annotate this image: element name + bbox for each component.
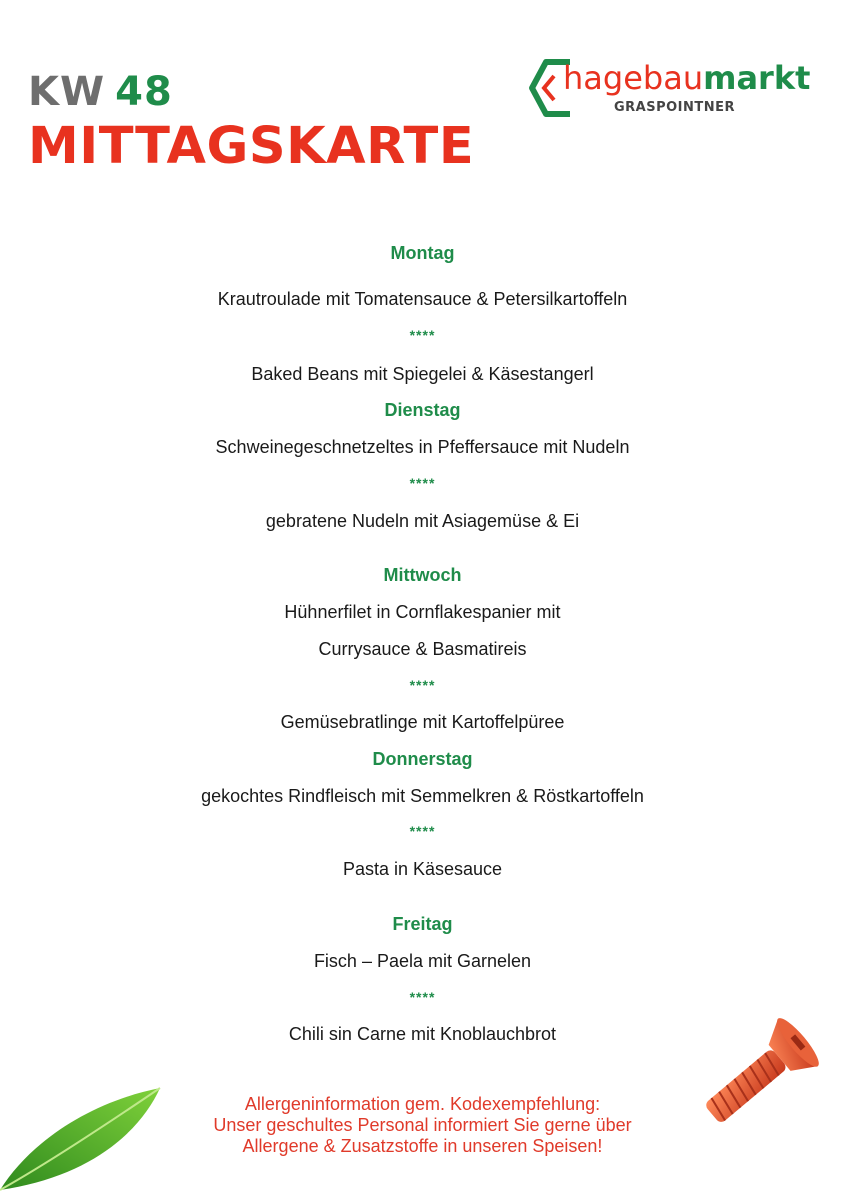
dish-mittwoch-1-line2: Currysauce & Basmatireis	[318, 639, 527, 659]
separator: ****	[409, 327, 436, 343]
logo-brand-part1: hagebau	[563, 59, 704, 97]
week-label: KW	[28, 69, 106, 115]
logo-brand	[563, 58, 810, 98]
separator: ****	[409, 475, 436, 491]
day-heading-montag: Montag	[390, 243, 455, 263]
dish-donnerstag-2: Pasta in Käsesauce	[342, 859, 503, 879]
dish-montag-2: Baked Beans mit Spiegelei & Käsestangerl	[251, 364, 594, 384]
allergen-line-1: Allergeninformation gem. Kodexempfehlung:	[244, 1094, 601, 1114]
separator: ****	[409, 677, 436, 693]
dish-donnerstag-1: gekochtes Rindfleisch mit Semmelkren & Röstkartoffeln	[201, 786, 644, 806]
dish-dienstag-1: Schweinegeschnetzeltes in Pfeffersauce mit Nudeln	[215, 437, 630, 457]
allergen-line-3: Allergene & Zusatzstoffe in unseren Speisen!	[242, 1136, 603, 1156]
page-title: MITTAGSKARTE	[28, 117, 475, 176]
day-heading-freitag: Freitag	[392, 914, 453, 934]
logo-subline: GRASPOINTNER	[614, 100, 736, 115]
week-heading	[28, 68, 173, 116]
day-heading-mittwoch: Mittwoch	[383, 565, 462, 585]
dish-freitag-1: Fisch – Paela mit Garnelen	[313, 951, 532, 971]
screw-icon	[672, 1006, 832, 1156]
dish-freitag-2: Chili sin Carne mit Knoblauchbrot	[288, 1024, 557, 1044]
day-heading-donnerstag: Donnerstag	[372, 749, 473, 769]
dish-mittwoch-1-line1: Hühnerfilet in Cornflakespanier mit	[284, 602, 561, 622]
day-heading-dienstag: Dienstag	[384, 400, 461, 420]
dish-mittwoch-2: Gemüsebratlinge mit Kartoffelpüree	[280, 712, 565, 732]
hagebaumarkt-logo	[528, 56, 828, 122]
logo-brand-part2: markt	[703, 59, 811, 97]
dish-montag-1: Krautroulade mit Tomatensauce & Petersilkartoffeln	[217, 289, 628, 309]
separator: ****	[409, 823, 436, 839]
allergen-line-2: Unser geschultes Personal informiert Sie gerne über	[213, 1115, 632, 1135]
dish-dienstag-2: gebratene Nudeln mit Asiagemüse & Ei	[265, 511, 580, 531]
week-number: 48	[115, 69, 173, 115]
separator: ****	[409, 989, 436, 1005]
